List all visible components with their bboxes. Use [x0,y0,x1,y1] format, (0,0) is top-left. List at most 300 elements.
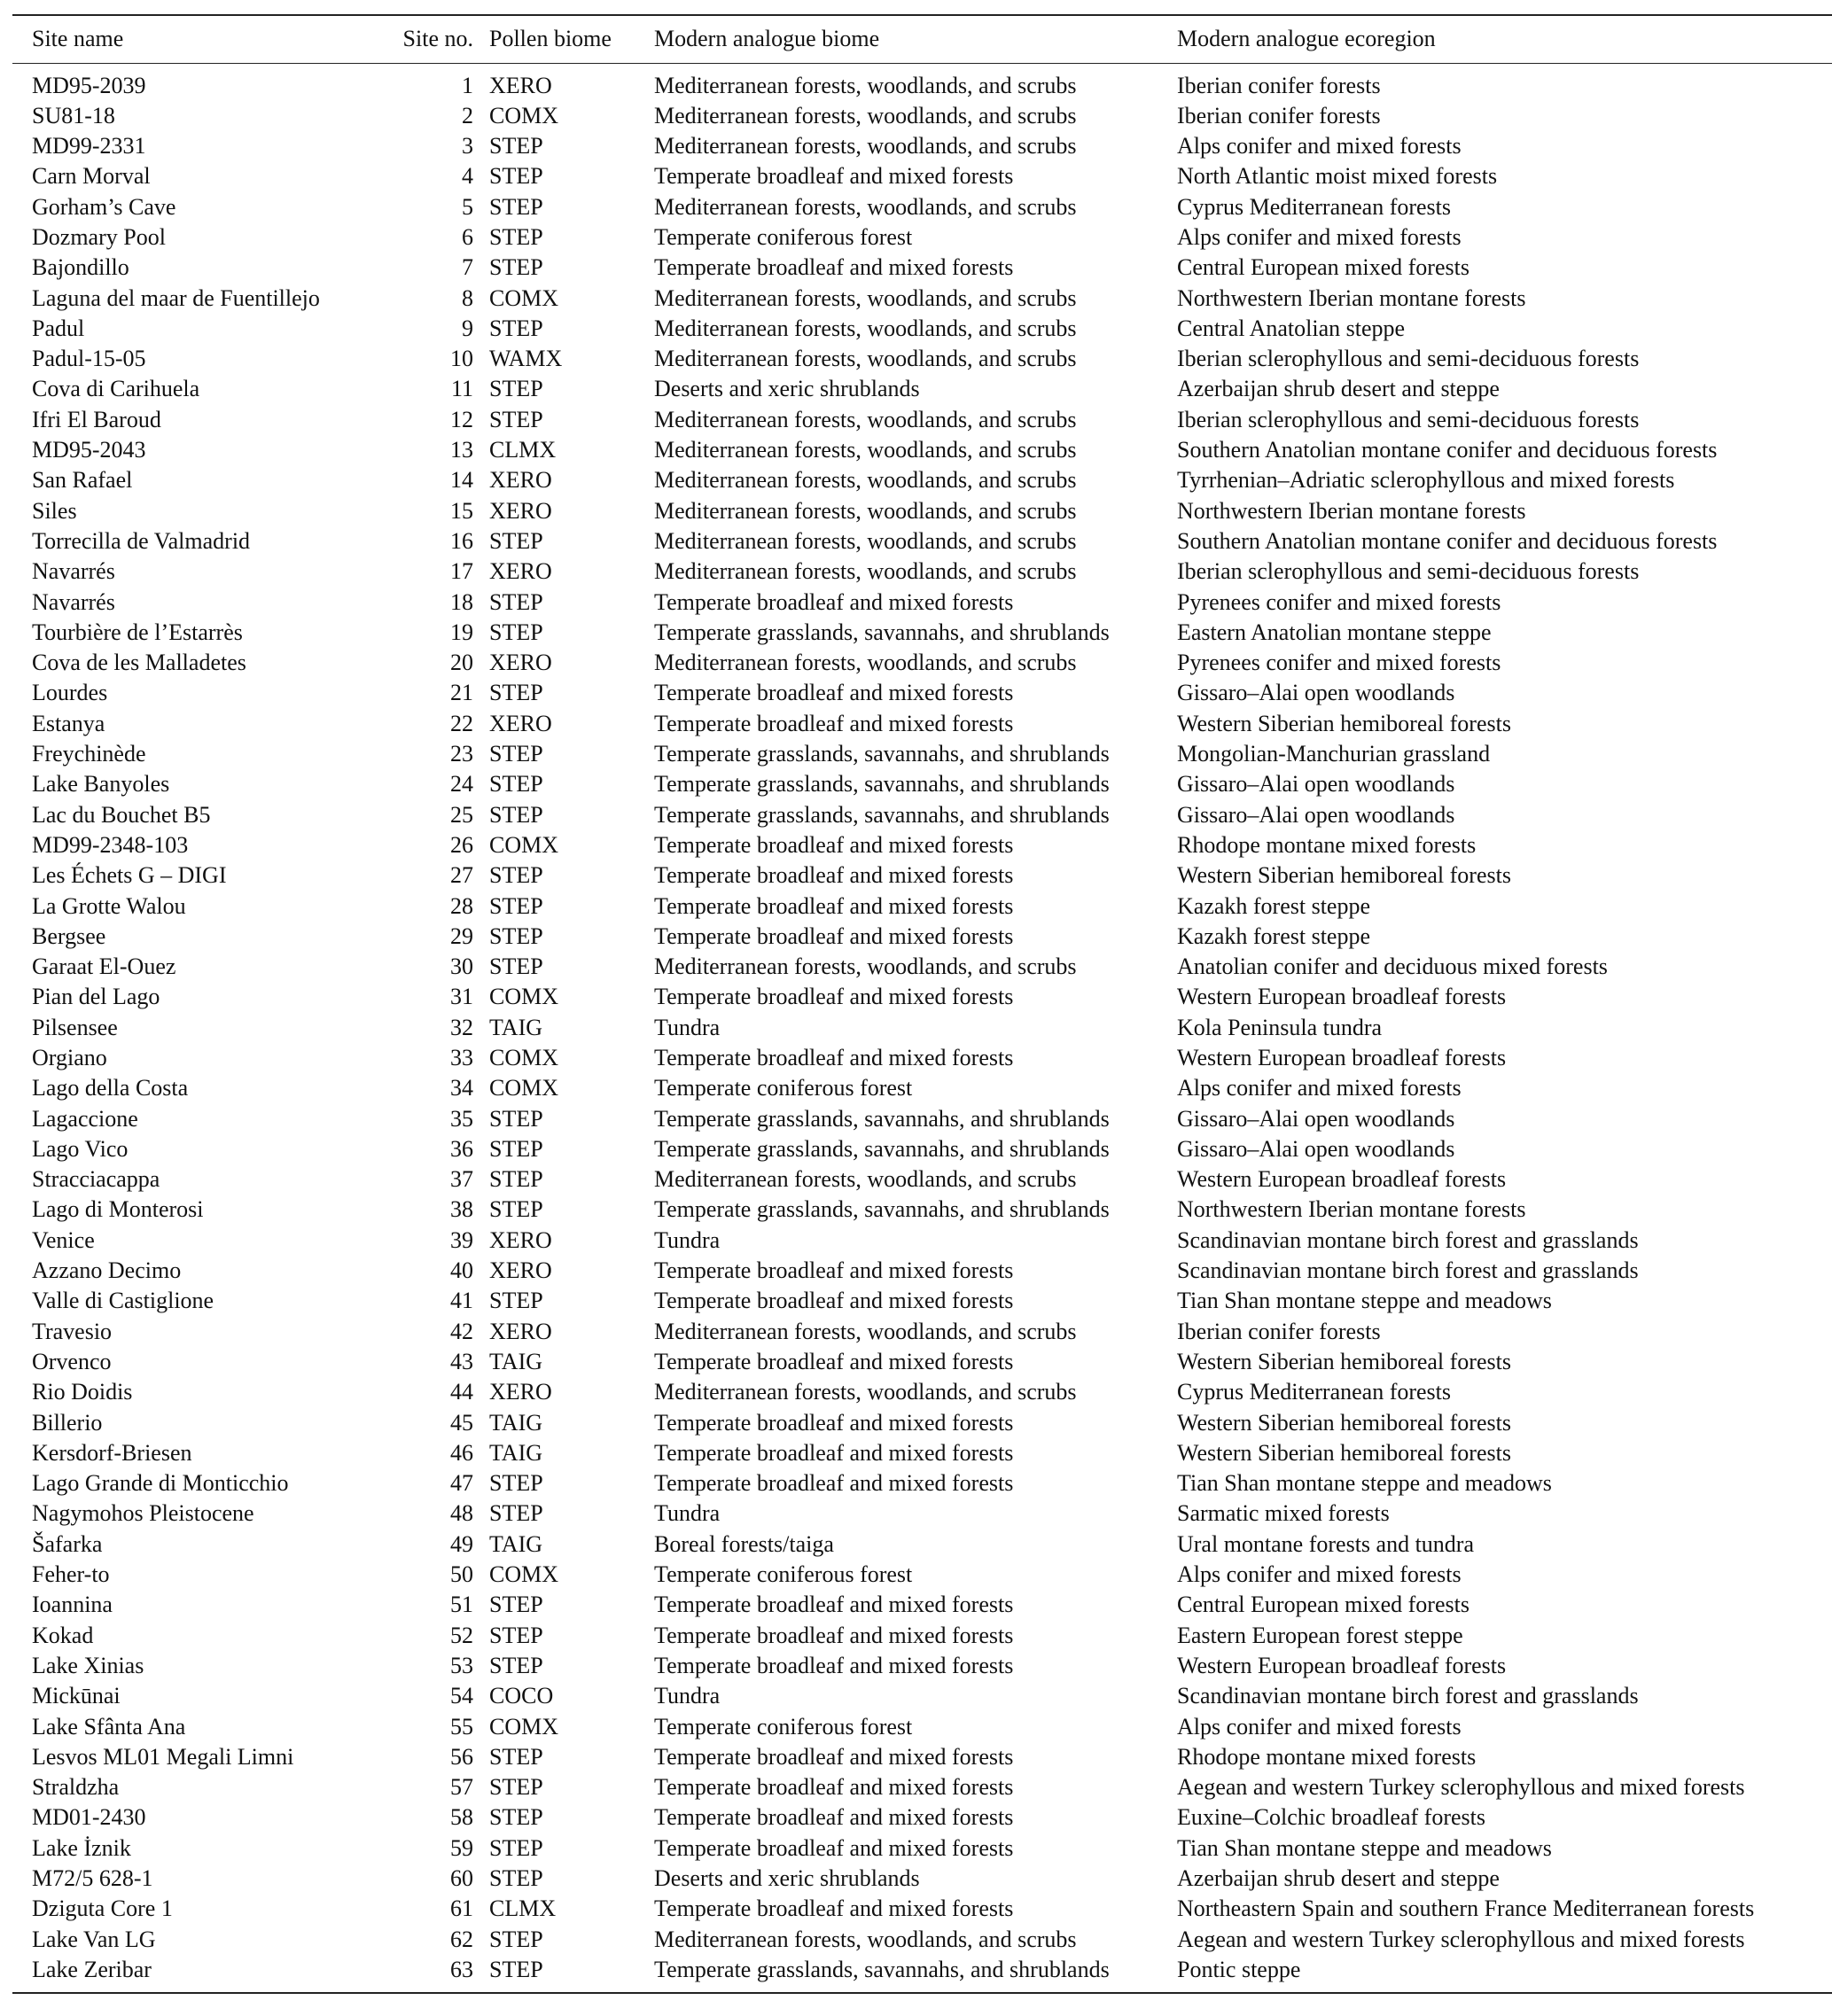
cell-site-no: 10 [450,346,473,372]
cell-pollen-biome: STEP [489,133,543,160]
cell-site-no: 43 [450,1348,473,1374]
cell-site-no: 8 [462,284,473,311]
cell-site-no: 30 [450,954,473,980]
cell-modern-analogue-ecoregion: Ural montane forests and tundra [1177,1530,1475,1557]
cell-site-name: Cova di Carihuela [32,376,200,402]
cell-modern-analogue-ecoregion: Western European broadleaf forests [1177,1652,1507,1678]
cell-site-no: 42 [450,1318,473,1344]
cell-modern-analogue-ecoregion: Iberian sclerophyllous and semi-deciduous forests [1177,346,1640,372]
cell-modern-analogue-biome: Temperate broadleaf and mixed forests [654,1592,1014,1618]
cell-modern-analogue-biome: Temperate broadleaf and mixed forests [654,1045,1014,1070]
cell-modern-analogue-ecoregion: Northwestern Iberian montane forests [1177,497,1526,524]
cell-pollen-biome: STEP [489,680,543,706]
cell-site-no: 40 [450,1257,473,1284]
cell-modern-analogue-biome: Temperate broadleaf and mixed forests [654,1652,1014,1678]
cell-modern-analogue-ecoregion: Iberian conifer forests [1177,1318,1381,1344]
cell-modern-analogue-ecoregion: Western European broadleaf forests [1177,1045,1507,1070]
cell-modern-analogue-ecoregion: Pontic steppe [1177,1955,1832,1993]
cell-modern-analogue-biome: Temperate broadleaf and mixed forests [654,892,1014,919]
table-row [12,891,1832,922]
cell-pollen-biome: WAMX [489,346,563,372]
cell-site-no: 19 [450,619,473,645]
cell-modern-analogue-ecoregion: Azerbaijan shrub desert and steppe [1177,376,1500,402]
cell-pollen-biome: XERO [489,650,552,676]
cell-pollen-biome: TAIG [489,1348,543,1374]
cell-modern-analogue-biome: Mediterranean forests, woodlands, and scrubs [654,406,1077,432]
table-row [12,557,1832,587]
cell-pollen-biome: CLMX [489,437,557,463]
cell-pollen-biome: XERO [489,497,552,524]
table-row [12,435,1832,465]
table-row [12,222,1832,253]
cell-site-name: Freychinède [32,741,146,767]
cell-modern-analogue-biome: Mediterranean forests, woodlands, and scrubs [654,437,1077,463]
cell-modern-analogue-biome: Temperate broadleaf and mixed forests [654,922,1014,949]
cell-pollen-biome: XERO [489,467,552,494]
table-row [12,192,1832,222]
cell-modern-analogue-biome: Temperate grasslands, savannahs, and shrublands [654,741,1110,767]
table-row [12,678,1832,708]
cell-pollen-biome: XERO [489,1226,552,1253]
cell-modern-analogue-ecoregion: Western European broadleaf forests [1177,984,1507,1010]
cell-pollen-biome: STEP [489,954,543,980]
cell-modern-analogue-biome: Temperate broadleaf and mixed forests [654,984,1014,1010]
table-row [12,344,1832,374]
cell-modern-analogue-biome: Temperate grasslands, savannahs, and shrublands [654,1105,1110,1132]
cell-pollen-biome: TAIG [489,1530,543,1557]
cell-site-name: Carn Morval [32,163,151,190]
cell-modern-analogue-biome: Deserts and xeric shrublands [654,1865,920,1892]
cell-site-name: Estanya [32,710,105,736]
table-row [12,618,1832,648]
cell-pollen-biome: XERO [489,1318,552,1344]
cell-modern-analogue-biome: Temperate broadleaf and mixed forests [654,1288,1014,1314]
cell-modern-analogue-ecoregion: Western Siberian hemiboreal forests [1177,1439,1511,1466]
cell-site-name: Lagaccione [32,1105,138,1132]
cell-pollen-biome: STEP [489,193,543,220]
cell-modern-analogue-ecoregion: Alps conifer and mixed forests [1177,133,1462,160]
cell-modern-analogue-ecoregion: Rhodope montane mixed forests [1177,1743,1477,1770]
cell-modern-analogue-biome: Temperate broadleaf and mixed forests [654,1834,1014,1861]
cell-modern-analogue-ecoregion: Pyrenees conifer and mixed forests [1177,650,1501,676]
cell-modern-analogue-ecoregion: Alps conifer and mixed forests [1177,1561,1462,1588]
cell-modern-analogue-ecoregion: Central European mixed forests [1177,1592,1469,1618]
header-row [12,15,1832,63]
table-row [12,1772,1832,1802]
cell-modern-analogue-biome: Temperate grasslands, savannahs, and shrublands [654,1135,1110,1162]
cell-modern-analogue-biome: Temperate broadleaf and mixed forests [654,680,1014,706]
cell-site-no: 41 [450,1288,473,1314]
cell-modern-analogue-ecoregion: Kazakh forest steppe [1177,892,1371,919]
table-row [12,526,1832,557]
cell-site-name: Dziguta Core 1 [32,1895,173,1922]
cell-site-no: 54 [450,1683,473,1709]
cell-modern-analogue-biome: Mediterranean forests, woodlands, and scrubs [654,1166,1077,1193]
cell-pollen-biome: STEP [489,1743,543,1770]
cell-site-no: 11 [450,376,473,402]
cell-pollen-biome: XERO [489,1379,552,1405]
cell-site-no: 48 [450,1500,473,1527]
cell-modern-analogue-biome: Mediterranean forests, woodlands, and scrubs [654,527,1077,554]
cell-site-name: Lake Zeribar [12,1955,385,1993]
cell-modern-analogue-biome: Mediterranean forests, woodlands, and scrubs [654,102,1077,128]
cell-modern-analogue-biome: Mediterranean forests, woodlands, and scrubs [654,1379,1077,1405]
cell-modern-analogue-ecoregion: Scandinavian montane birch forest and grasslands [1177,1683,1639,1709]
cell-modern-analogue-ecoregion: Cyprus Mediterranean forests [1177,1379,1452,1405]
cell-modern-analogue-ecoregion: Alps conifer and mixed forests [1177,223,1462,250]
table-row [12,982,1832,1012]
cell-modern-analogue-biome: Tundra [654,1226,721,1253]
cell-modern-analogue-ecoregion: Central Anatolian steppe [1177,315,1406,341]
cell-site-name: Padul-15-05 [32,346,146,372]
cell-pollen-biome: STEP [489,1196,543,1223]
cell-site-no: 2 [462,102,473,128]
cell-site-name: Pian del Lago [32,984,160,1010]
table-row [12,1498,1832,1529]
cell-modern-analogue-ecoregion: North Atlantic moist mixed forests [1177,163,1498,190]
cell-site-no: 15 [450,497,473,524]
table-row [12,860,1832,891]
cell-modern-analogue-ecoregion: Sarmatic mixed forests [1177,1500,1390,1527]
header-pollen-biome: Pollen biome [489,15,654,63]
cell-pollen-biome: STEP [489,588,543,615]
cell-site-name: Mickūnai [32,1683,121,1709]
cell-site-no: 63 [385,1955,489,1993]
cell-pollen-biome: TAIG [489,1409,543,1436]
cell-site-no: 53 [450,1652,473,1678]
cell-modern-analogue-ecoregion: Kola Peninsula tundra [1177,1014,1383,1040]
cell-pollen-biome: COMX [489,1075,559,1101]
cell-site-name: Tourbière de l’Estarrès [32,619,243,645]
site-biome-table [12,14,1832,1994]
cell-modern-analogue-biome: Mediterranean forests, woodlands, and scrubs [654,1926,1077,1952]
cell-site-no: 44 [450,1379,473,1405]
table-row [12,1955,1832,1993]
table-row [12,496,1832,526]
cell-pollen-biome: STEP [489,892,543,919]
table-row [12,1864,1832,1894]
cell-site-name: Dozmary Pool [32,223,166,250]
cell-modern-analogue-biome: Temperate broadleaf and mixed forests [654,1804,1014,1831]
cell-modern-analogue-biome: Deserts and xeric shrublands [654,376,920,402]
cell-site-no: 21 [450,680,473,706]
cell-site-no: 34 [450,1075,473,1101]
table-row [12,1590,1832,1620]
cell-site-name: Lake Sfânta Ana [32,1713,186,1740]
cell-site-name: Lago della Costa [32,1075,189,1101]
table-body [12,63,1832,1993]
cell-modern-analogue-biome: Temperate broadleaf and mixed forests [654,588,1014,615]
table-header [12,15,1832,63]
table-row [12,1073,1832,1103]
cell-pollen-biome: STEP [489,801,543,828]
table-row [12,1560,1832,1590]
cell-site-name: Lago di Monterosi [32,1196,204,1223]
cell-site-no: 28 [450,892,473,919]
cell-pollen-biome: TAIG [489,1014,543,1040]
cell-site-name: Kokad [32,1622,94,1648]
cell-modern-analogue-ecoregion: Southern Anatolian montane conifer and deciduous forests [1177,437,1718,463]
cell-modern-analogue-biome: Tundra [654,1014,721,1040]
cell-site-name: Padul [32,315,85,341]
table-row [12,101,1832,131]
cell-modern-analogue-biome: Mediterranean forests, woodlands, and scrubs [654,467,1077,494]
cell-site-no: 58 [450,1804,473,1831]
cell-pollen-biome: STEP [489,1592,543,1618]
cell-modern-analogue-biome: Temperate broadleaf and mixed forests [654,1470,1014,1497]
cell-site-name: Garaat El-Ouez [32,954,176,980]
table-row [12,1013,1832,1043]
cell-site-no: 51 [450,1592,473,1618]
cell-modern-analogue-ecoregion: Scandinavian montane birch forest and grasslands [1177,1257,1639,1284]
cell-pollen-biome: COMX [489,1713,559,1740]
cell-site-name: M72/5 628-1 [32,1865,153,1892]
cell-pollen-biome: STEP [489,1834,543,1861]
cell-site-name: Navarrés [32,588,115,615]
cell-pollen-biome: XERO [489,1257,552,1284]
cell-site-name: Šafarka [32,1530,103,1557]
table-row [12,131,1832,161]
cell-modern-analogue-biome: Temperate coniferous forest [654,1561,913,1588]
header-site-no: Site no. [385,15,489,63]
cell-pollen-biome: STEP [489,163,543,190]
cell-site-name: Les Échets G – DIGI [32,862,227,889]
cell-pollen-biome: STEP [489,922,543,949]
cell-modern-analogue-biome: Temperate broadleaf and mixed forests [654,1348,1014,1374]
cell-modern-analogue-biome: Temperate grasslands, savannahs, and shrublands [654,619,1110,645]
cell-site-no: 55 [450,1713,473,1740]
cell-modern-analogue-ecoregion: Gissaro–Alai open woodlands [1177,680,1455,706]
cell-site-name: Stracciacappa [32,1166,160,1193]
cell-pollen-biome: STEP [489,1955,654,1993]
cell-site-no: 29 [450,922,473,949]
cell-modern-analogue-biome: Tundra [654,1683,721,1709]
cell-pollen-biome: STEP [489,1774,543,1801]
cell-site-no: 13 [450,437,473,463]
cell-site-name: Rio Doidis [32,1379,133,1405]
cell-modern-analogue-biome: Temperate broadleaf and mixed forests [654,1895,1014,1922]
table-row [12,1802,1832,1833]
cell-modern-analogue-ecoregion: Western European broadleaf forests [1177,1166,1507,1193]
table-row [12,952,1832,982]
table-row [12,1833,1832,1864]
cell-modern-analogue-biome: Temperate broadleaf and mixed forests [654,1774,1014,1801]
cell-site-name: Orvenco [32,1348,112,1374]
cell-modern-analogue-biome: Temperate broadleaf and mixed forests [654,862,1014,889]
cell-modern-analogue-biome: Mediterranean forests, woodlands, and scrubs [654,1318,1077,1344]
cell-site-no: 25 [450,801,473,828]
cell-modern-analogue-biome: Temperate broadleaf and mixed forests [654,1439,1014,1466]
cell-modern-analogue-ecoregion: Iberian conifer forests [1177,72,1381,98]
cell-site-no: 17 [450,558,473,585]
table-row [12,1377,1832,1407]
cell-site-no: 57 [450,1774,473,1801]
cell-site-no: 46 [450,1439,473,1466]
table-row [12,1164,1832,1195]
cell-site-no: 26 [450,831,473,858]
cell-site-no: 18 [450,588,473,615]
cell-modern-analogue-biome: Temperate coniferous forest [654,223,913,250]
cell-pollen-biome: STEP [489,1105,543,1132]
cell-modern-analogue-biome: Temperate coniferous forest [654,1075,913,1101]
cell-site-no: 62 [450,1926,473,1952]
table-row [12,1134,1832,1164]
cell-site-no: 52 [450,1622,473,1648]
table-row [12,1226,1832,1256]
cell-site-name: Lourdes [32,680,108,706]
table-row [12,161,1832,191]
cell-modern-analogue-biome: Temperate broadleaf and mixed forests [654,1409,1014,1436]
cell-site-name: MD01-2430 [32,1804,146,1831]
cell-modern-analogue-ecoregion: Eastern Anatolian montane steppe [1177,619,1492,645]
table-row [12,1408,1832,1438]
cell-modern-analogue-ecoregion: Alps conifer and mixed forests [1177,1713,1462,1740]
table-row [12,1104,1832,1134]
cell-modern-analogue-ecoregion: Western Siberian hemiboreal forests [1177,1409,1511,1436]
cell-modern-analogue-ecoregion: Western Siberian hemiboreal forests [1177,862,1511,889]
cell-site-name: Bergsee [32,922,106,949]
cell-site-name: Navarrés [32,558,115,585]
cell-modern-analogue-ecoregion: Central European mixed forests [1177,254,1469,281]
cell-modern-analogue-biome: Tundra [654,1500,721,1527]
cell-modern-analogue-ecoregion: Eastern European forest steppe [1177,1622,1463,1648]
cell-site-name: Orgiano [32,1045,107,1070]
cell-site-no: 1 [462,72,473,98]
cell-modern-analogue-biome: Temperate grasslands, savannahs, and shrublands [654,771,1110,798]
cell-pollen-biome: XERO [489,72,552,98]
cell-site-no: 39 [450,1226,473,1253]
cell-modern-analogue-biome: Mediterranean forests, woodlands, and scrubs [654,346,1077,372]
cell-site-no: 47 [450,1470,473,1497]
table-row [12,709,1832,739]
table-row [12,1195,1832,1225]
table-row [12,1894,1832,1924]
cell-modern-analogue-ecoregion: Tian Shan montane steppe and meadows [1177,1834,1552,1861]
cell-site-name: Lake Banyoles [32,771,170,798]
cell-pollen-biome: STEP [489,254,543,281]
cell-site-name: MD95-2043 [32,437,146,463]
cell-modern-analogue-ecoregion: Rhodope montane mixed forests [1177,831,1477,858]
cell-pollen-biome: COMX [489,284,559,311]
cell-modern-analogue-ecoregion: Cyprus Mediterranean forests [1177,193,1452,220]
table-row [12,314,1832,344]
cell-pollen-biome: XERO [489,558,552,585]
cell-modern-analogue-biome: Mediterranean forests, woodlands, and scrubs [654,133,1077,160]
cell-pollen-biome: STEP [489,619,543,645]
table-row [12,1347,1832,1377]
cell-site-name: Azzano Decimo [32,1257,182,1284]
table-row [12,648,1832,678]
cell-modern-analogue-biome: Mediterranean forests, woodlands, and scrubs [654,650,1077,676]
cell-modern-analogue-ecoregion: Scandinavian montane birch forest and grasslands [1177,1226,1639,1253]
cell-modern-analogue-ecoregion: Kazakh forest steppe [1177,922,1371,949]
cell-modern-analogue-ecoregion: Azerbaijan shrub desert and steppe [1177,1865,1500,1892]
cell-modern-analogue-ecoregion: Gissaro–Alai open woodlands [1177,1135,1455,1162]
cell-modern-analogue-ecoregion: Aegean and western Turkey sclerophyllous and mixed forests [1177,1926,1745,1952]
cell-site-no: 6 [462,223,473,250]
cell-site-no: 60 [450,1865,473,1892]
cell-modern-analogue-ecoregion: Tian Shan montane steppe and meadows [1177,1288,1552,1314]
cell-modern-analogue-ecoregion: Iberian sclerophyllous and semi-deciduous forests [1177,558,1640,585]
cell-pollen-biome: COMX [489,984,559,1010]
cell-site-no: 31 [450,984,473,1010]
cell-site-no: 32 [450,1014,473,1040]
cell-site-name: Travesio [32,1318,113,1344]
cell-site-name: Cova de les Malladetes [32,650,246,676]
cell-modern-analogue-biome: Temperate grasslands, savannahs, and shrublands [654,801,1110,828]
cell-site-no: 22 [450,710,473,736]
cell-modern-analogue-biome: Mediterranean forests, woodlands, and scrubs [654,72,1077,98]
cell-pollen-biome: STEP [489,1500,543,1527]
cell-pollen-biome: STEP [489,223,543,250]
cell-site-name: Nagymohos Pleistocene [32,1500,254,1527]
cell-modern-analogue-ecoregion: Aegean and western Turkey sclerophyllous and mixed forests [1177,1774,1745,1801]
cell-pollen-biome: STEP [489,1166,543,1193]
cell-site-name: Lake Xinias [32,1652,144,1678]
cell-site-name: MD99-2331 [32,133,146,160]
table-row [12,1742,1832,1772]
table-row [12,1286,1832,1316]
cell-site-no: 12 [450,406,473,432]
table-row [12,1712,1832,1742]
cell-site-no: 3 [462,133,473,160]
cell-modern-analogue-biome: Temperate grasslands, savannahs, and shrublands [654,1955,1177,1993]
cell-modern-analogue-biome: Temperate grasslands, savannahs, and shrublands [654,1196,1110,1223]
cell-modern-analogue-ecoregion: Southern Anatolian montane conifer and deciduous forests [1177,527,1718,554]
cell-pollen-biome: STEP [489,1865,543,1892]
cell-pollen-biome: STEP [489,862,543,889]
cell-site-no: 36 [450,1135,473,1162]
cell-site-no: 20 [450,650,473,676]
cell-site-no: 38 [450,1196,473,1223]
cell-pollen-biome: STEP [489,1470,543,1497]
cell-modern-analogue-biome: Mediterranean forests, woodlands, and scrubs [654,315,1077,341]
cell-pollen-biome: STEP [489,1622,543,1648]
header-modern-analogue-biome: Modern analogue biome [654,15,1177,63]
cell-pollen-biome: STEP [489,1135,543,1162]
cell-modern-analogue-ecoregion: Northwestern Iberian montane forests [1177,1196,1526,1223]
cell-modern-analogue-biome: Temperate broadleaf and mixed forests [654,1622,1014,1648]
table-row [12,588,1832,618]
cell-modern-analogue-biome: Temperate broadleaf and mixed forests [654,1743,1014,1770]
table-row [12,1468,1832,1498]
cell-site-name: MD95-2039 [32,72,146,98]
cell-site-name: Laguna del maar de Fuentillejo [32,284,320,311]
cell-site-name: Gorham’s Cave [32,193,176,220]
table-row [12,1681,1832,1711]
cell-pollen-biome: STEP [489,1288,543,1314]
cell-site-no: 33 [450,1045,473,1070]
site-table-container [12,14,1820,1994]
cell-pollen-biome: STEP [489,527,543,554]
table-row [12,800,1832,830]
cell-site-no: 24 [450,771,473,798]
cell-site-name: Lago Vico [32,1135,129,1162]
cell-site-no: 5 [462,193,473,220]
cell-site-no: 16 [450,527,473,554]
cell-site-name: La Grotte Walou [32,892,186,919]
cell-site-no: 37 [450,1166,473,1193]
table-row [12,63,1832,101]
cell-modern-analogue-ecoregion: Gissaro–Alai open woodlands [1177,1105,1455,1132]
table-row [12,1651,1832,1681]
cell-site-no: 7 [462,254,473,281]
cell-modern-analogue-biome: Temperate broadleaf and mixed forests [654,710,1014,736]
cell-modern-analogue-ecoregion: Pyrenees conifer and mixed forests [1177,588,1501,615]
cell-site-name: Lake Van LG [32,1926,156,1952]
cell-site-no: 49 [450,1530,473,1557]
cell-modern-analogue-ecoregion: Western Siberian hemiboreal forests [1177,1348,1511,1374]
